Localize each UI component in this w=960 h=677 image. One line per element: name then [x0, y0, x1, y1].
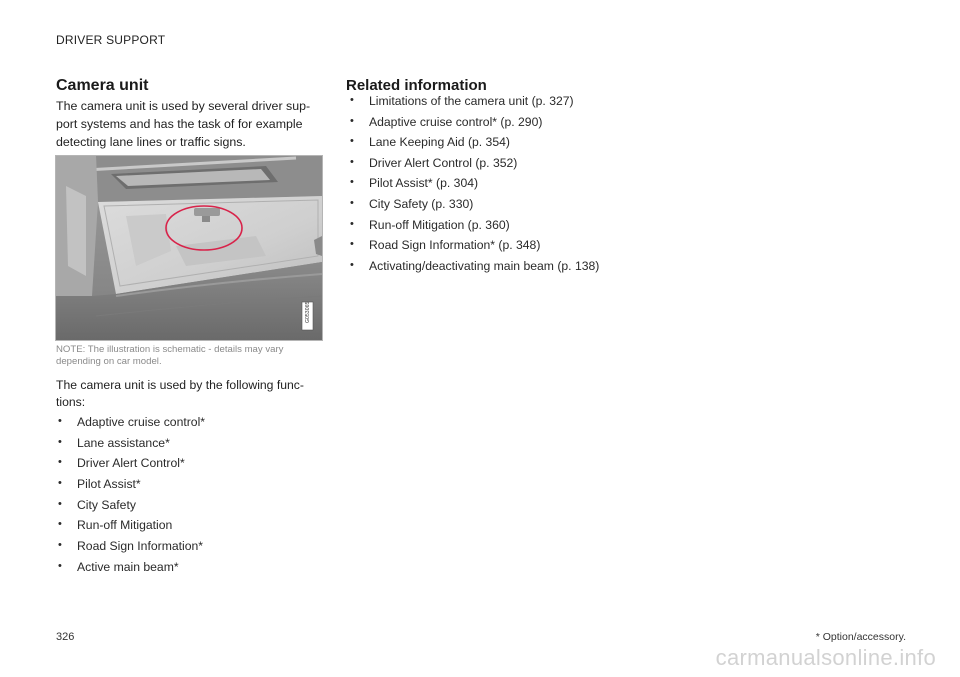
bullet-icon: •: [58, 477, 62, 490]
bullet-icon: •: [350, 196, 354, 209]
list-item-text: Road Sign Information*: [77, 539, 204, 554]
bullet-icon: •: [350, 135, 354, 148]
functions-list: [56, 415, 205, 581]
list-item: [56, 518, 205, 539]
list-item: [56, 456, 205, 477]
bullet-icon: •: [58, 415, 62, 427]
bullet-icon: •: [350, 155, 354, 168]
related-link[interactable]: [348, 197, 599, 218]
list-item-text: Lane assistance*: [77, 435, 170, 450]
related-link-text[interactable]: Driver Alert Control (p. 352): [369, 155, 518, 170]
related-link-text[interactable]: Pilot Assist* (p. 304): [369, 176, 479, 191]
figure-caption: NOTE: The illustration is schematic - details may vary depending on car model.: [56, 344, 284, 367]
related-link-text[interactable]: Limitations of the camera unit (p. 327): [369, 94, 574, 108]
list-item-text: Run-off Mitigation: [77, 518, 173, 533]
related-link[interactable]: [348, 135, 599, 156]
bullet-icon: •: [350, 258, 354, 271]
list-item-text: City Safety: [77, 497, 136, 512]
section-header: DRIVER SUPPORT: [56, 33, 166, 47]
bullet-icon: •: [350, 217, 354, 230]
windshield-drawing: [56, 156, 322, 340]
section-heading: Camera unit: [56, 77, 149, 94]
list-item-text: Active main beam*: [77, 559, 179, 574]
list-item: [56, 477, 205, 498]
option-footnote: * Option/accessory.: [815, 631, 906, 643]
bullet-icon: •: [58, 518, 62, 531]
camera-illustration: [55, 155, 323, 341]
list-item-text: Pilot Assist*: [77, 477, 141, 492]
functions-lead-text: The camera unit is used by the following func- tions:: [56, 378, 304, 409]
bullet-icon: •: [350, 114, 354, 127]
related-link-text[interactable]: Road Sign Information* (p. 348): [369, 238, 541, 253]
bullet-icon: •: [58, 435, 62, 448]
list-item: [56, 415, 205, 436]
list-item-text: Adaptive cruise control*: [77, 415, 206, 429]
related-link[interactable]: [348, 259, 599, 280]
related-link-text[interactable]: City Safety (p. 330): [369, 196, 474, 211]
list-item: [56, 539, 205, 560]
list-item: [56, 560, 205, 581]
related-link[interactable]: [348, 156, 599, 177]
list-item-text: Driver Alert Control*: [77, 456, 185, 471]
bullet-icon: •: [58, 456, 62, 469]
related-link[interactable]: [348, 238, 599, 259]
bullet-icon: •: [58, 539, 62, 552]
site-watermark: carmanualsonline.info: [715, 645, 936, 670]
intro-paragraph: The camera unit is used by several driver sup- port systems and has the task of for example detecting lane lines or traffic signs.: [56, 99, 311, 149]
related-info-title: Related information: [346, 77, 487, 94]
list-item: [56, 436, 205, 457]
page-number: 326: [56, 631, 75, 643]
related-link-text[interactable]: Lane Keeping Aid (p. 354): [369, 135, 510, 150]
related-link[interactable]: [348, 94, 599, 115]
related-link[interactable]: [348, 176, 599, 197]
related-link[interactable]: [348, 115, 599, 136]
list-item: [56, 498, 205, 519]
related-link-text[interactable]: Adaptive cruise control* (p. 290): [369, 114, 543, 129]
bullet-icon: •: [350, 94, 354, 106]
bullet-icon: •: [58, 497, 62, 510]
image-code: G053065: [305, 301, 311, 323]
bullet-icon: •: [58, 559, 62, 572]
related-link[interactable]: [348, 218, 599, 239]
related-link-text[interactable]: Activating/deactivating main beam (p. 138): [369, 258, 600, 273]
related-info-list: [348, 94, 599, 279]
bullet-icon: •: [350, 176, 354, 189]
bullet-icon: •: [350, 238, 354, 251]
related-link-text[interactable]: Run-off Mitigation (p. 360): [369, 217, 510, 232]
